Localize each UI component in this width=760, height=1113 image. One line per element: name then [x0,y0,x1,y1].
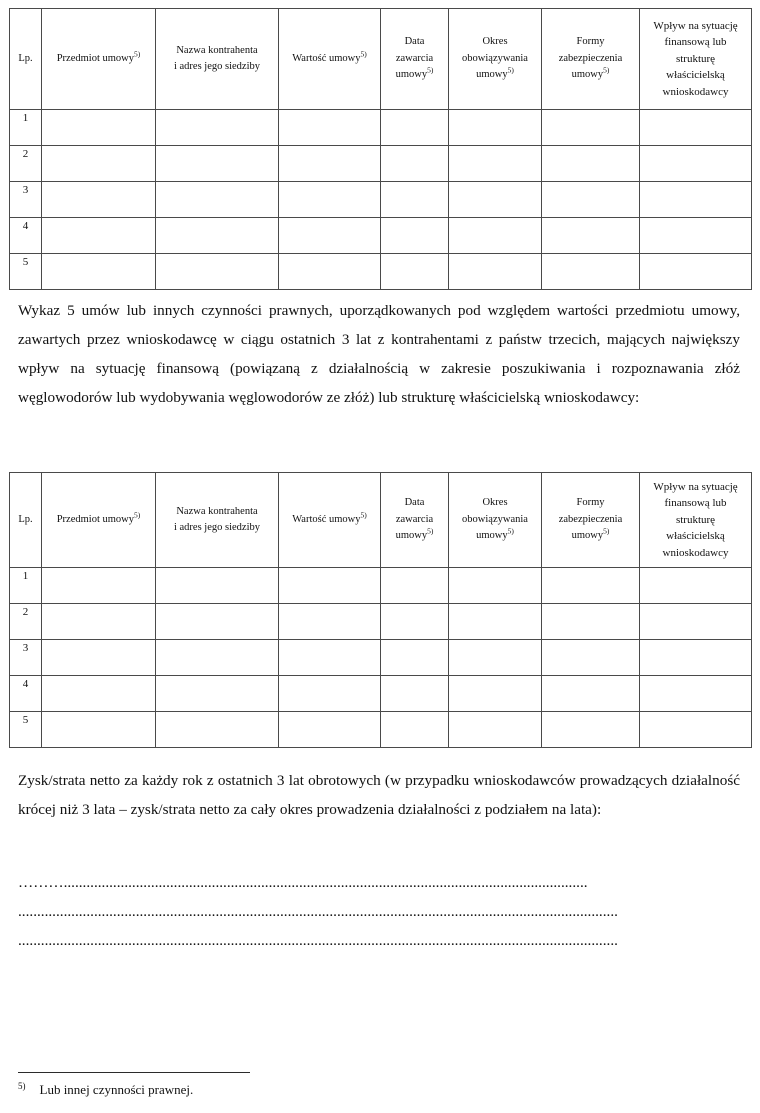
cell-nazwa[interactable] [156,568,279,604]
header-data-line1: Data [404,36,425,48]
footnote-ref: 5) [134,510,141,520]
header-wplyw-line1: Wpływ na sytuację [653,480,738,493]
cell-wartosc[interactable] [279,182,381,218]
cell-nazwa[interactable] [156,712,279,748]
cell-wartosc[interactable] [279,604,381,640]
header-przedmiot-umowy [42,9,156,110]
cell-nazwa[interactable] [156,110,279,146]
header-okres-line3: umowy [476,530,508,542]
cell-nazwa[interactable] [156,640,279,676]
row-index: 3 [10,182,42,218]
row-index: 4 [10,218,42,254]
cell-data[interactable] [381,182,449,218]
cell-okres[interactable] [449,182,542,218]
table-row [10,218,752,254]
cell-wartosc[interactable] [279,676,381,712]
table-row [10,568,752,604]
cell-wplyw[interactable] [640,712,752,748]
header-formy-zabezpieczenia [542,9,640,110]
cell-wartosc[interactable] [279,712,381,748]
table-row [10,604,752,640]
cell-formy[interactable] [542,254,640,290]
cell-wplyw[interactable] [640,676,752,712]
header-wplyw-line4: właścicielską [666,69,725,82]
cell-wplyw[interactable] [640,218,752,254]
cell-nazwa[interactable] [156,604,279,640]
footnote-ref: 5) [507,65,514,75]
cell-wartosc[interactable] [279,568,381,604]
cell-nazwa[interactable] [156,182,279,218]
cell-data[interactable] [381,676,449,712]
footnote [18,1080,518,1100]
cell-data[interactable] [381,218,449,254]
header-formy-line3: umowy [571,530,604,542]
footnote-ref: 5) [427,65,434,75]
header-formy-line1: Formy [576,497,605,509]
cell-wartosc[interactable] [279,640,381,676]
header-wplyw-line2: finansową lub [664,497,727,510]
cell-przedmiot[interactable] [42,110,156,146]
header-nazwa-kontrahenta [156,473,279,568]
header-okres-line1: Okres [482,36,508,48]
table-header-row [10,473,752,568]
header-wplyw-line5: wnioskodawcy [662,85,729,98]
cell-wplyw[interactable] [640,182,752,218]
cell-data[interactable] [381,712,449,748]
footnote-ref: 5) [427,526,434,536]
header-nazwa-line1: Nazwa kontrahenta [176,505,258,517]
row-index: 1 [10,568,42,604]
cell-przedmiot[interactable] [42,568,156,604]
answer-line-2[interactable]: .............................................................................................................................................................. [18,903,618,920]
header-wplyw-line1: Wpływ na sytuację [653,19,738,32]
table-row [10,146,752,182]
cell-wplyw[interactable] [640,146,752,182]
cell-okres[interactable] [449,676,542,712]
header-wplyw-line4: właścicielską [666,530,725,543]
header-data-line3: umowy [395,530,428,542]
cell-formy[interactable] [542,604,640,640]
table-row [10,254,752,290]
cell-przedmiot[interactable] [42,146,156,182]
row-index: 3 [10,640,42,676]
header-wplyw-line3: strukturę [675,52,716,65]
cell-wartosc[interactable] [279,146,381,182]
cell-formy[interactable] [542,110,640,146]
header-wplyw-line3: strukturę [675,513,716,526]
header-wplyw-line2: finansową lub [664,36,727,49]
cell-okres[interactable] [449,568,542,604]
answer-line-3[interactable]: .............................................................................................................................................................. [18,932,618,949]
cell-okres[interactable] [449,218,542,254]
cell-okres[interactable] [449,712,542,748]
footnote-ref: 5) [360,510,367,520]
table-row [10,182,752,218]
row-index: 4 [10,676,42,712]
header-data-line3: umowy [395,69,428,81]
header-data-line2: zawarcia [395,513,434,525]
header-okres-line3: umowy [476,69,508,81]
contracts-table-1 [9,8,752,290]
row-index: 2 [10,146,42,182]
header-przedmiot-label: Przedmiot umowy [56,513,135,525]
cell-przedmiot[interactable] [42,254,156,290]
cell-przedmiot[interactable] [42,182,156,218]
footnote-ref: 5) [360,49,367,59]
header-wplyw-na-sytuacje [640,9,752,110]
header-przedmiot-label: Przedmiot umowy [56,52,135,64]
answer-line-1[interactable]: ……….......................................................................................................................................... [18,874,588,891]
footnote-marker: 5) [18,1080,26,1091]
table-row [10,640,752,676]
header-wartosc-umowy [279,473,381,568]
table-row [10,712,752,748]
cell-przedmiot[interactable] [42,218,156,254]
cell-data[interactable] [381,604,449,640]
header-nazwa-line2: i adres jego siedziby [173,61,260,72]
answer-lines-group [18,868,740,955]
cell-nazwa[interactable] [156,676,279,712]
cell-okres[interactable] [449,110,542,146]
cell-przedmiot[interactable] [42,604,156,640]
cell-formy[interactable] [542,640,640,676]
header-lp-label: Lp. [18,52,33,64]
header-lp [10,473,42,568]
cell-wplyw[interactable] [640,110,752,146]
cell-wplyw[interactable] [640,254,752,290]
cell-przedmiot[interactable] [42,676,156,712]
cell-przedmiot[interactable] [42,712,156,748]
header-nazwa-kontrahenta [156,9,279,110]
header-formy-line2: zabezpieczenia [558,513,623,525]
row-index: 2 [10,604,42,640]
cell-nazwa[interactable] [156,254,279,290]
cell-formy[interactable] [542,218,640,254]
cell-okres[interactable] [449,146,542,182]
paragraph-wykaz-umow: Wykaz 5 umów lub innych czynności prawnych, uporządkowanych pod względem wartości przedmiotu umowy, zawartych przez wnioskodawcę w ciągu ostatnich 3 lat z kontrahentami z państw trzecich, mających największy wpływ na sytuację finansową (powiązaną z działalnością w zakresie poszukiwania i rozpoznawania złóż węglowodorów lub wydobywania węglowodorów ze złóż) lub strukturę właścicielską wnioskodawcy: [18,302,740,406]
row-index: 5 [10,254,42,290]
cell-formy[interactable] [542,568,640,604]
paragraph-zysk-strata: Zysk/strata netto za każdy rok z ostatnich 3 lat obrotowych (w przypadku wnioskodawców prowadzących działalność krócej niż 3 lata – zysk/strata netto za cały okres prowadzenia działalności z podziałem na lata): [18,772,740,818]
header-lp-label: Lp. [18,513,33,525]
footnote-text: Lub innej czynności prawnej. [39,1082,194,1097]
header-lp [10,9,42,110]
header-nazwa-line2: i adres jego siedziby [173,522,260,533]
cell-formy[interactable] [542,146,640,182]
header-okres-obowiazywania [449,473,542,568]
header-data-line1: Data [404,497,425,509]
header-wartosc-label: Wartość umowy [292,52,361,64]
footnote-ref: 5) [603,526,610,536]
cell-nazwa[interactable] [156,146,279,182]
row-index: 5 [10,712,42,748]
header-wplyw-na-sytuacje [640,473,752,568]
cell-data[interactable] [381,568,449,604]
footnote-separator [18,1072,250,1073]
table-header-row [10,9,752,110]
contracts-table-2 [9,472,752,748]
header-data-zawarcia [381,9,449,110]
header-okres-obowiazywania [449,9,542,110]
footnote-ref: 5) [603,65,610,75]
header-formy-line1: Formy [576,36,605,48]
cell-wplyw[interactable] [640,640,752,676]
header-data-zawarcia [381,473,449,568]
cell-wartosc[interactable] [279,218,381,254]
table-row [10,676,752,712]
header-wartosc-label: Wartość umowy [292,513,361,525]
cell-data[interactable] [381,110,449,146]
header-przedmiot-umowy [42,473,156,568]
cell-data[interactable] [381,146,449,182]
footnote-ref: 5) [134,49,141,59]
header-wplyw-line5: wnioskodawcy [662,546,729,559]
cell-formy[interactable] [542,676,640,712]
cell-data[interactable] [381,254,449,290]
cell-data[interactable] [381,640,449,676]
header-data-line2: zawarcia [395,52,434,64]
header-formy-line3: umowy [571,69,604,81]
cell-wartosc[interactable] [279,254,381,290]
cell-wartosc[interactable] [279,110,381,146]
header-nazwa-line1: Nazwa kontrahenta [176,44,258,56]
cell-wplyw[interactable] [640,568,752,604]
cell-nazwa[interactable] [156,218,279,254]
cell-formy[interactable] [542,712,640,748]
header-formy-line2: zabezpieczenia [558,52,623,64]
cell-okres[interactable] [449,604,542,640]
footnote-ref: 5) [507,526,514,536]
header-okres-line2: obowiązywania [462,52,528,64]
header-okres-line2: obowiązywania [462,513,528,525]
cell-okres[interactable] [449,254,542,290]
cell-formy[interactable] [542,182,640,218]
header-okres-line1: Okres [482,497,508,509]
table-row [10,110,752,146]
header-formy-zabezpieczenia [542,473,640,568]
cell-przedmiot[interactable] [42,640,156,676]
cell-okres[interactable] [449,640,542,676]
row-index: 1 [10,110,42,146]
header-wartosc-umowy [279,9,381,110]
cell-wplyw[interactable] [640,604,752,640]
